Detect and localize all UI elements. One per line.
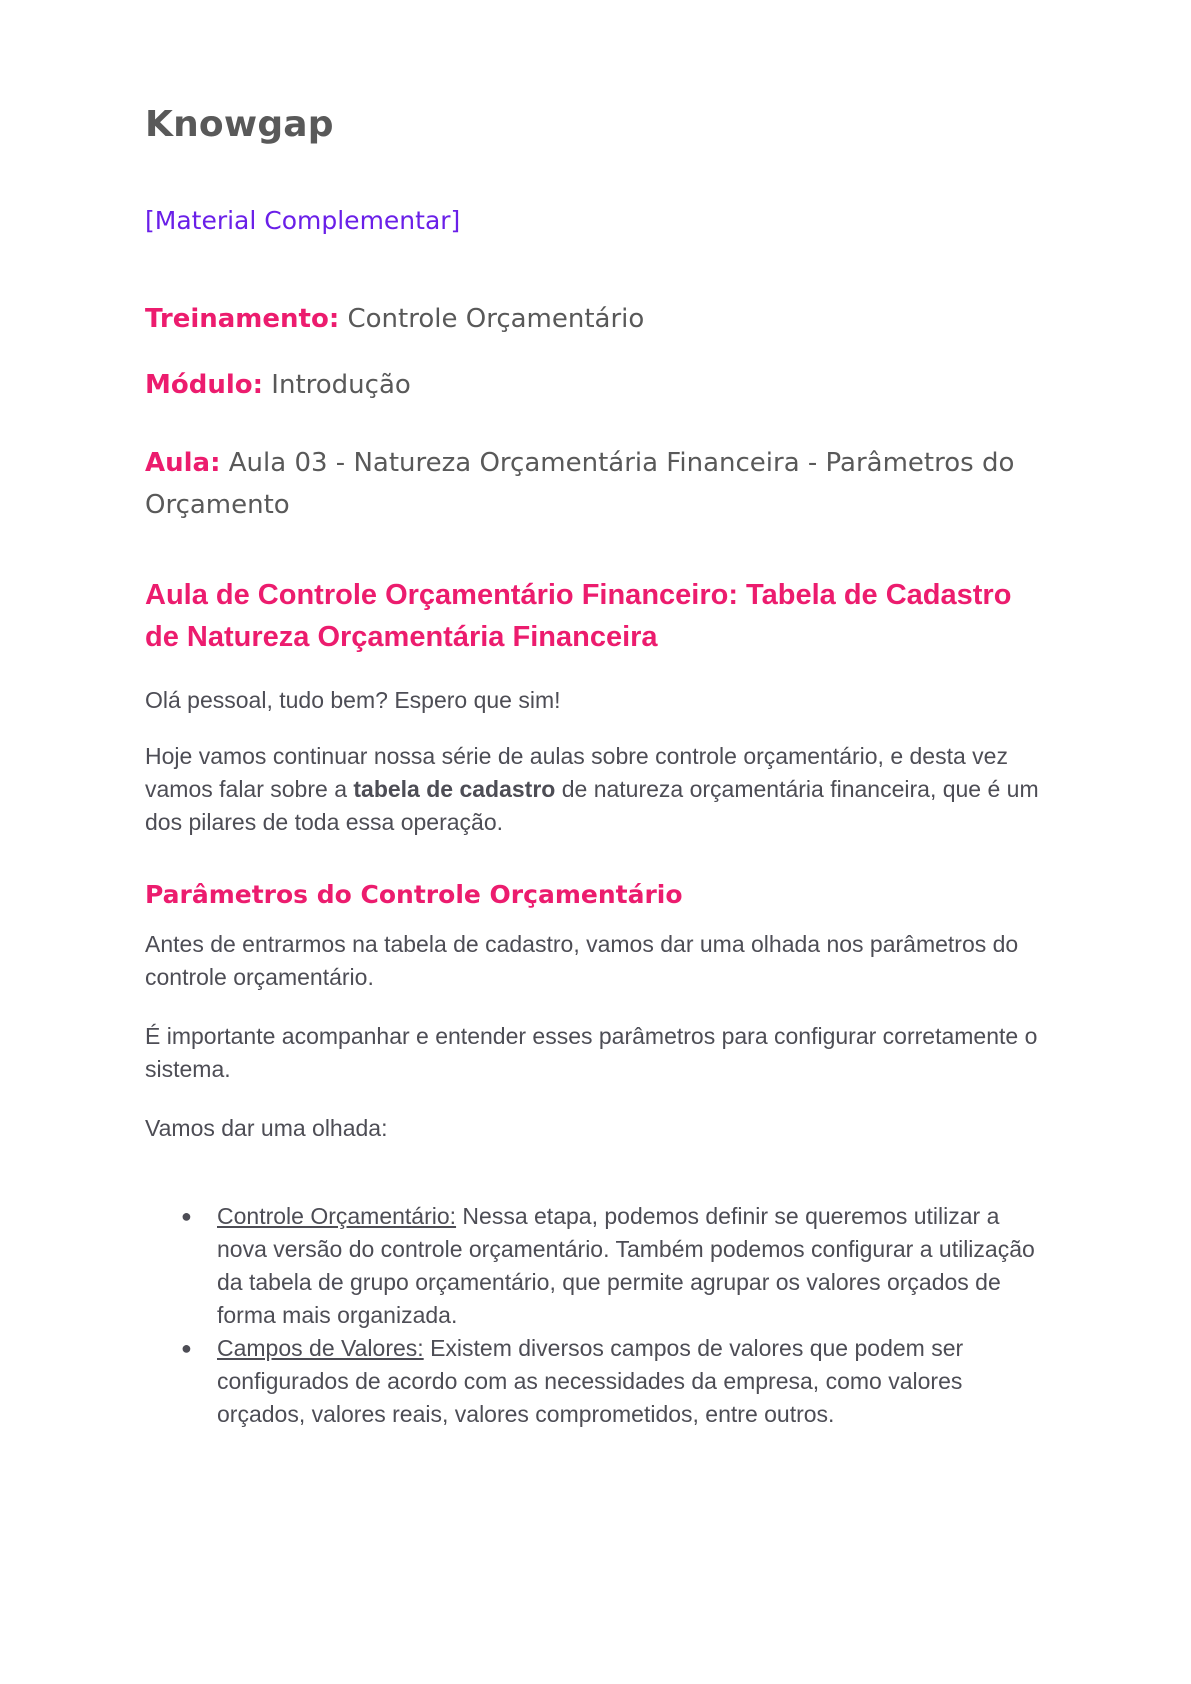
section-paragraph-2: É importante acompanhar e entender esses parâmetros para configurar corretamente o sistema. — [145, 1023, 1038, 1082]
brand-title: Knowgap — [145, 104, 334, 145]
list-item — [145, 1200, 1055, 1332]
list-item — [145, 1332, 1055, 1431]
greeting-paragraph: Olá pessoal, tudo bem? Espero que sim! — [145, 687, 561, 713]
bullet-icon: ● — [181, 1206, 192, 1226]
intro-text-before: Hoje vamos continuar nossa série de aulas sobre controle orçamentário, e desta vez vamos falar sobre a — [145, 743, 1008, 802]
meta-lesson — [145, 442, 1045, 526]
intro-text-after: de natureza orçamentária financeira, que é um dos pilares de toda essa operação. — [145, 776, 1039, 835]
meta-training-key: Treinamento: — [145, 304, 340, 334]
meta-training — [145, 298, 1045, 340]
meta-module-value: Introdução — [271, 370, 411, 400]
list-item-term: Controle Orçamentário: — [217, 1203, 457, 1229]
page-heading: Aula de Controle Orçamentário Financeiro: Tabela de Cadastro de Natureza Orçamentária Financeira — [145, 579, 1012, 653]
parameters-list — [145, 1200, 1055, 1431]
bullet-icon: ● — [181, 1338, 192, 1358]
meta-training-value: Controle Orçamentário — [347, 304, 645, 334]
section-heading: Parâmetros do Controle Orçamentário — [145, 880, 683, 909]
intro-paragraph — [145, 740, 1050, 839]
section-paragraph-1: Antes de entrarmos na tabela de cadastro, vamos dar uma olhada nos parâmetros do controle orçamentário. — [145, 931, 1019, 990]
meta-module — [145, 364, 1045, 406]
list-item-text: Existem diversos campos de valores que podem ser configurados de acordo com as necessidades da empresa, como valores orçados, valores reais, valores comprometidos, entre outros. — [217, 1335, 964, 1427]
meta-module-key: Módulo: — [145, 370, 264, 400]
meta-lesson-key: Aula: — [145, 448, 221, 478]
section-paragraph-3: Vamos dar uma olhada: — [145, 1115, 388, 1141]
meta-lesson-value: Aula 03 - Natureza Orçamentária Financeira - Parâmetros do Orçamento — [145, 448, 1015, 520]
material-tag: [Material Complementar] — [145, 206, 461, 235]
list-item-term: Campos de Valores: — [217, 1335, 424, 1361]
list-item-text: Nessa etapa, podemos definir se queremos utilizar a nova versão do controle orçamentário. Também podemos configurar a utilização da tabela de grupo orçamentário, que permite agrupar os valores orçados de forma mais organizada. — [217, 1203, 1035, 1328]
intro-bold-term: tabela de cadastro — [353, 776, 556, 802]
